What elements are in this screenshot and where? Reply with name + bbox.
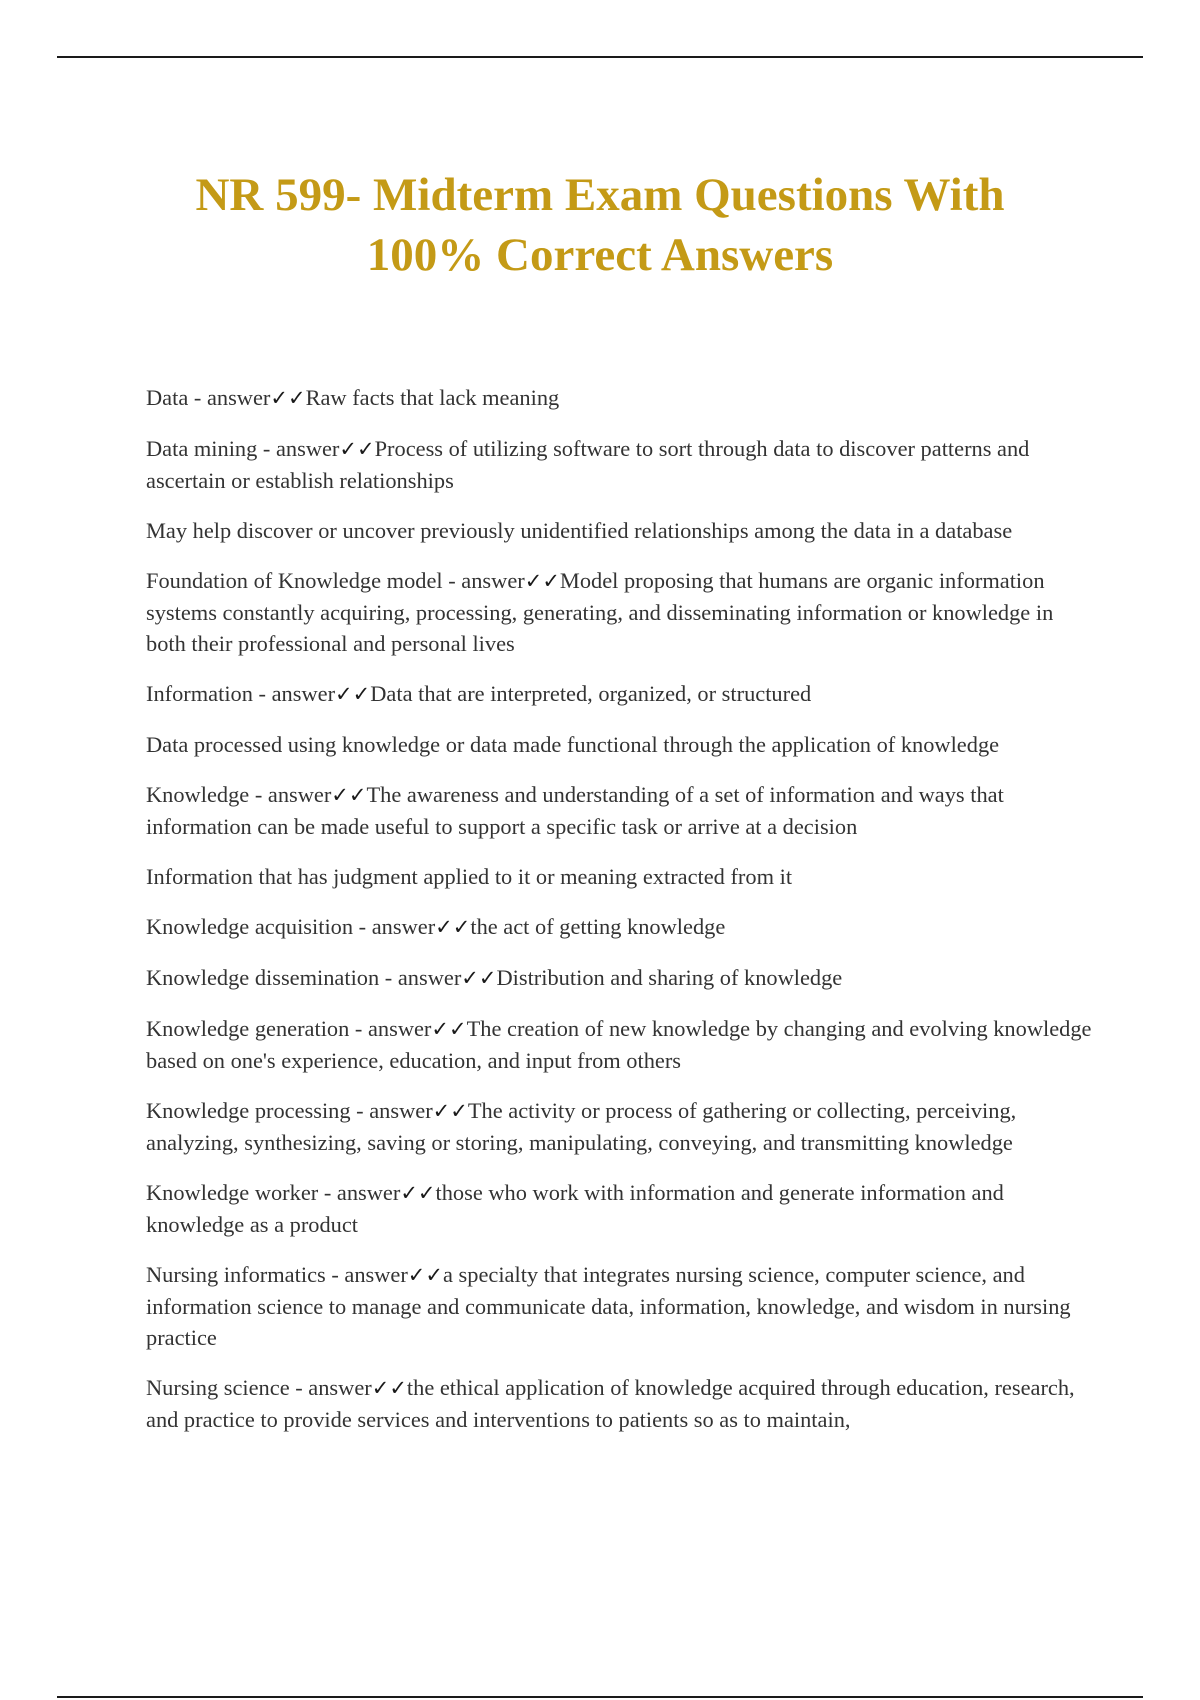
- answer-label: answer: [308, 1375, 372, 1400]
- entry-answer: The awareness and understanding of a set of information and ways that information can be made useful to support a specific task or arrive at a decision: [146, 782, 1004, 839]
- entry-answer: the ethical application of knowledge acquired through education, research, and practice to provide services and interventions to patients so as to maintain,: [146, 1375, 1075, 1432]
- entry-term: Nursing science: [146, 1375, 290, 1400]
- entry-term: Data mining: [146, 436, 258, 461]
- checkmark-icon: ✓✓: [339, 437, 375, 461]
- answer-label: answer: [367, 1016, 432, 1041]
- entry-continuation: May help discover or uncover previously unidentified relationships among the data in a database: [146, 518, 1013, 543]
- entry-term: Nursing informatics: [146, 1262, 326, 1287]
- entry-answer: Process of utilizing software to sort through data to discover patterns and ascertain or establish relationships: [146, 436, 1030, 493]
- answer-label: answer: [271, 681, 336, 706]
- entry-answer: Distribution and sharing of knowledge: [496, 965, 843, 990]
- answer-label: answer: [369, 1098, 433, 1123]
- entry-separator: -: [442, 568, 462, 593]
- checkmark-icon: ✓✓: [431, 1017, 467, 1041]
- qa-entry: [146, 911, 1092, 943]
- checkmark-icon: ✓✓: [400, 1181, 436, 1205]
- entry-separator: -: [188, 385, 207, 410]
- qa-entry: [146, 1372, 1092, 1435]
- checkmark-icon: ✓✓: [524, 569, 560, 593]
- answer-label: answer: [206, 385, 271, 410]
- entry-separator: -: [257, 436, 276, 461]
- entry-term: Knowledge dissemination: [146, 965, 380, 990]
- qa-entry: [146, 1095, 1092, 1158]
- checkmark-icon: ✓✓: [432, 1099, 468, 1123]
- checkmark-icon: ✓✓: [335, 682, 371, 706]
- qa-entry: [146, 565, 1092, 659]
- answer-label: answer: [397, 965, 462, 990]
- document-title-line-2: 100% Correct Answers: [366, 229, 834, 281]
- entry-term: Knowledge processing: [146, 1098, 351, 1123]
- qa-entry: [146, 433, 1092, 496]
- entry-continuation: Information that has judgment applied to it or meaning extracted from it: [146, 864, 793, 889]
- entry-answer: Data that are interpreted, organized, or structured: [370, 681, 812, 706]
- entry-term: Information: [146, 681, 253, 706]
- entry-separator: -: [289, 1375, 309, 1400]
- qa-entry: [146, 678, 1092, 710]
- entry-separator: -: [318, 1180, 337, 1205]
- entry-answer: The activity or process of gathering or collecting, perceiving, analyzing, synthesizing, saving or storing, manipulating, conveying, and transmitting knowledge: [146, 1098, 1017, 1155]
- entry-separator: -: [353, 914, 372, 939]
- qa-entry: [146, 1177, 1092, 1240]
- qa-entry: [146, 382, 1092, 414]
- entry-continuation: Data processed using knowledge or data made functional through the application of knowledge: [146, 732, 1000, 757]
- checkmark-icon: ✓✓: [435, 915, 471, 939]
- entry-separator: -: [252, 681, 272, 706]
- answer-label: answer: [275, 436, 340, 461]
- entry-term: Foundation of Knowledge model: [146, 568, 443, 593]
- checkmark-icon: ✓✓: [461, 966, 497, 990]
- checkmark-icon: ✓✓: [270, 386, 306, 410]
- qa-entry: [146, 779, 1092, 842]
- answer-label: answer: [267, 782, 332, 807]
- entry-answer: a specialty that integrates nursing science, computer science, and information science to manage and communicate data, information, knowledge, and wisdom in nursing practice: [146, 1262, 1071, 1350]
- entry-separator: -: [325, 1262, 345, 1287]
- entry-answer: Raw facts that lack meaning: [305, 385, 560, 410]
- checkmark-icon: ✓✓: [331, 783, 367, 807]
- entry-term: Knowledge acquisition: [146, 914, 354, 939]
- entry-separator: -: [379, 965, 398, 990]
- entry-answer: the act of getting knowledge: [470, 914, 726, 939]
- entry-term: Knowledge worker: [146, 1180, 319, 1205]
- qa-entry: [146, 1259, 1092, 1353]
- answer-label: answer: [371, 914, 436, 939]
- entry-term: Knowledge generation: [146, 1016, 350, 1041]
- answer-label: answer: [461, 568, 525, 593]
- bottom-divider: [57, 1696, 1143, 1698]
- checkmark-icon: ✓✓: [407, 1263, 443, 1287]
- checkmark-icon: ✓✓: [371, 1376, 407, 1400]
- answer-label: answer: [344, 1262, 408, 1287]
- top-divider: [57, 56, 1143, 58]
- qa-list: [146, 382, 1092, 1454]
- document-title-line-1: NR 599- Midterm Exam Questions With: [195, 169, 1005, 221]
- qa-entry: [146, 1013, 1092, 1076]
- entry-term: Data: [146, 385, 189, 410]
- entry-separator: -: [249, 782, 268, 807]
- entry-answer: The creation of new knowledge by changing and evolving knowledge based on one's experience, education, and input from others: [146, 1016, 1092, 1073]
- entry-term: Knowledge: [146, 782, 250, 807]
- document-title: [0, 165, 1200, 285]
- entry-answer: those who work with information and generate information and knowledge as a product: [146, 1180, 1004, 1237]
- qa-entry: [146, 962, 1092, 994]
- entry-separator: -: [349, 1016, 368, 1041]
- answer-label: answer: [336, 1180, 401, 1205]
- entry-answer: Model proposing that humans are organic information systems constantly acquiring, processing, generating, and disseminating information or knowledge in both their professional and personal lives: [146, 568, 1054, 656]
- entry-separator: -: [350, 1098, 370, 1123]
